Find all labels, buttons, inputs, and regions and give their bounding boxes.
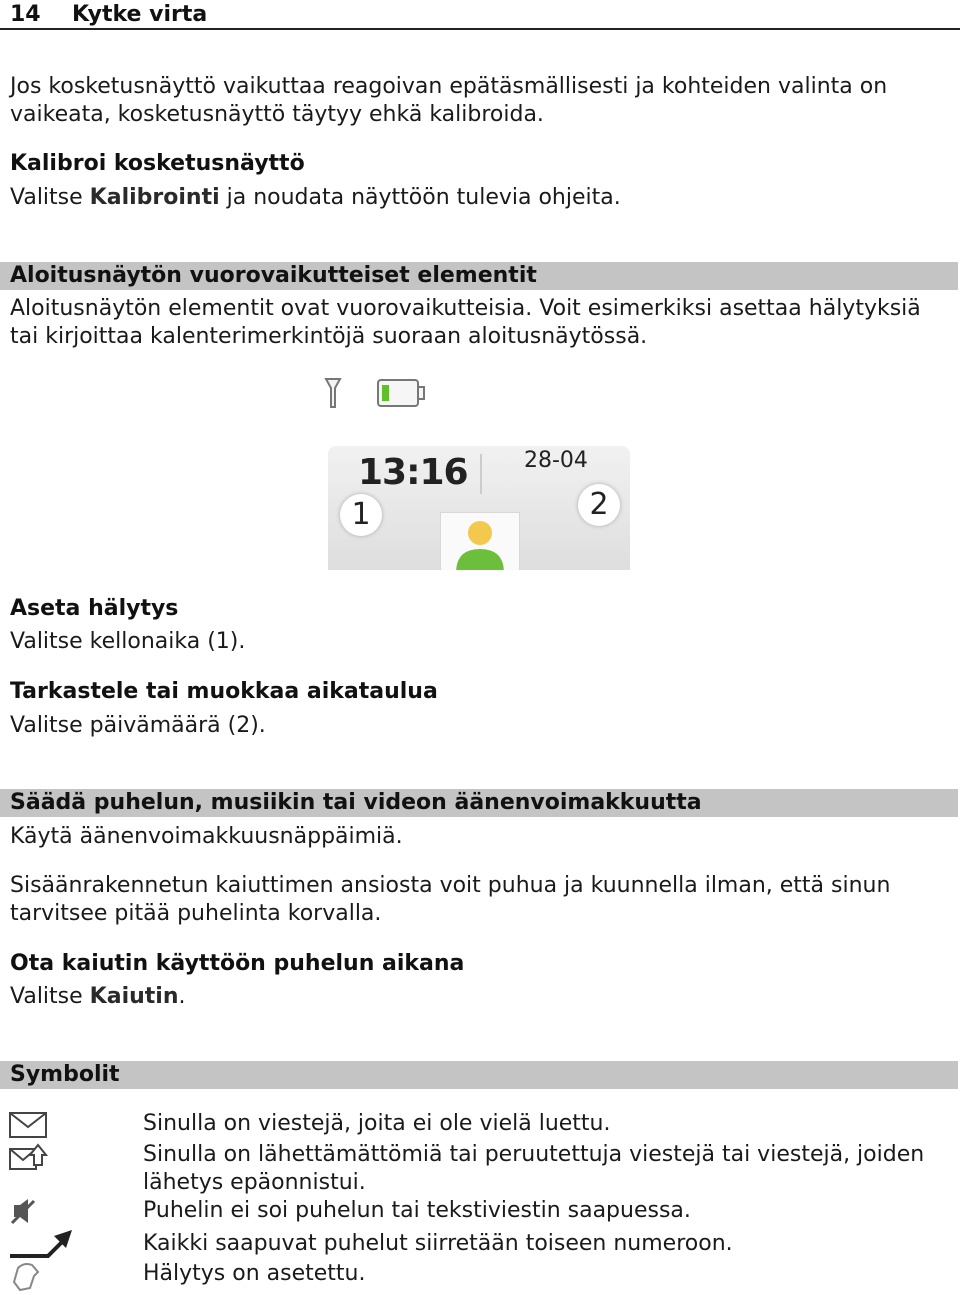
calibrate-instruction — [10, 184, 950, 212]
header-rule — [0, 28, 960, 30]
intro-paragraph: Jos kosketusnäyttö vaikuttaa reagoivan epätäsmällisesti ja kohteiden valinta on vaikeata, kosketusnäyttö täytyy ehkä kalibroida. — [10, 74, 888, 127]
silent-icon — [8, 1197, 38, 1227]
envelope-icon — [8, 1110, 48, 1140]
calibrate-keyword: Kalibrointi — [89, 185, 220, 210]
contact-avatar-icon — [441, 513, 519, 570]
calibrate-prefix: Valitse — [10, 185, 90, 210]
symbols-section-band — [0, 1061, 958, 1089]
widget-separator — [480, 454, 482, 494]
calibrate-heading: Kalibroi kosketusnäyttö — [10, 151, 305, 176]
schedule-heading: Tarkastele tai muokkaa aikataulua — [10, 679, 438, 704]
alarm-body: Valitse kellonaika (1). — [10, 629, 246, 654]
home-section-title: Aloitusnäytön vuorovaikutteiset elementit — [10, 263, 537, 288]
page-number: 14 — [10, 2, 41, 27]
chapter-title: Kytke virta — [72, 2, 208, 27]
home-section-band — [0, 262, 958, 290]
call-divert-icon — [8, 1228, 74, 1262]
calendar-date[interactable]: 28-04 — [524, 448, 588, 473]
symbol-text-5: Hälytys on asetettu. — [143, 1261, 366, 1286]
symbol-text-2: Sinulla on lähettämättömiä tai peruutettuja viestejä tai viestejä, joiden lähetys epäonnistui. — [143, 1142, 925, 1195]
alarm-bell-icon — [8, 1260, 42, 1292]
envelope-outbox-icon — [8, 1141, 48, 1173]
symbol-text-3: Puhelin ei soi puhelun tai tekstiviestin saapuessa. — [143, 1198, 691, 1223]
schedule-body: Valitse päivämäärä (2). — [10, 713, 266, 738]
symbol-text-1: Sinulla on viestejä, joita ei ole vielä luettu. — [143, 1111, 611, 1136]
home-screen-widget[interactable] — [328, 446, 630, 570]
symbols-section-title: Symbolit — [10, 1062, 120, 1087]
calibrate-suffix: ja noudata näyttöön tulevia ohjeita. — [219, 185, 621, 210]
callout-1: 1 — [340, 494, 382, 536]
signal-antenna-icon — [322, 376, 344, 410]
battery-icon — [376, 378, 426, 408]
clock-time[interactable]: 13:16 — [358, 452, 468, 493]
callout-2: 2 — [578, 484, 620, 526]
volume-section-title: Säädä puhelun, musiikin tai videon äänenvoimakkuutta — [10, 790, 702, 815]
speaker-keyword: Kaiutin — [89, 984, 179, 1009]
symbol-text-4: Kaikki saapuvat puhelut siirretään toiseen numeroon. — [143, 1231, 733, 1256]
speaker-suffix: . — [178, 984, 186, 1009]
speaker-info: Sisäänrakennetun kaiuttimen ansiosta voit puhua ja kuunnella ilman, että sinun tarvitsee pitää puhelinta korvalla. — [10, 873, 891, 926]
home-section-body: Aloitusnäytön elementit ovat vuorovaikutteisia. Voit esimerkiksi asettaa hälytyksiä tai kirjoittaa kalenterimerkintöjä suoraan aloitusnäytössä. — [10, 296, 921, 349]
speaker-instruction — [10, 983, 950, 1011]
contact-tile[interactable] — [440, 512, 520, 570]
speaker-heading: Ota kaiutin käyttöön puhelun aikana — [10, 951, 465, 976]
volume-body: Käytä äänenvoimakkuusnäppäimiä. — [10, 824, 403, 849]
alarm-heading: Aseta hälytys — [10, 596, 179, 621]
speaker-prefix: Valitse — [10, 984, 90, 1009]
volume-section-band — [0, 789, 958, 817]
